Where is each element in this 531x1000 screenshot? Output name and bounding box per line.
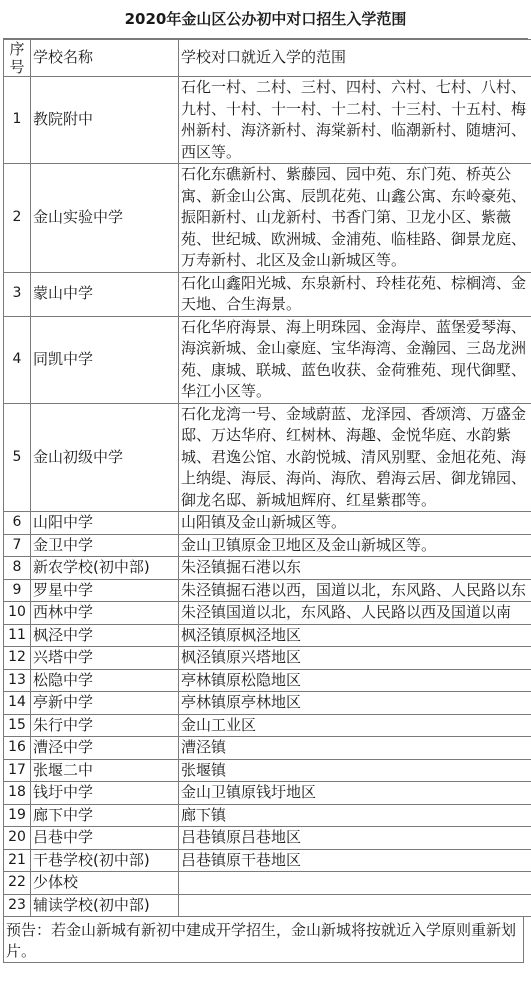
cell-no: 14 <box>4 692 31 715</box>
table-row <box>4 759 531 782</box>
cell-range: 金山卫镇原金卫地区及金山新城区等。 <box>179 534 531 557</box>
cell-no: 8 <box>4 557 31 580</box>
cell-range: 石化山鑫阳光城、东泉新村、玲桂花苑、棕榈湾、金天地、合生海景。 <box>179 272 531 316</box>
cell-range: 金山工业区 <box>179 714 531 737</box>
table-row <box>4 403 531 512</box>
table-row <box>4 557 531 580</box>
cell-no: 3 <box>4 272 31 316</box>
cell-range: 石化龙湾一号、金域蔚蓝、龙泽园、香颂湾、万盛金邸、万达华府、红树林、海趣、金悦华庭、水韵紫城、君逸公馆、水韵悦城、清风别墅、金旭花苑、海上纳缇、海辰、海尚、海欣、碧海云居、御龙锦园、御龙名邸、新城旭辉府、红星紫郡等。 <box>179 403 531 512</box>
cell-no: 9 <box>4 579 31 602</box>
table-row <box>4 579 531 602</box>
cell-school: 金山实验中学 <box>31 164 179 273</box>
table-row <box>4 164 531 273</box>
header-school: 学校名称 <box>31 40 179 77</box>
cell-school: 西林中学 <box>31 602 179 625</box>
cell-school: 钱圩中学 <box>31 782 179 805</box>
cell-no: 20 <box>4 827 31 850</box>
table-row <box>4 804 531 827</box>
header-no: 序号 <box>4 40 31 77</box>
header-range: 学校对口就近入学的范围 <box>179 40 531 77</box>
table-row <box>4 534 531 557</box>
cell-school: 松隐中学 <box>31 669 179 692</box>
footnote: 预告：若金山新城有新初中建成开学招生，金山新城将按就近入学原则重新划片。 <box>3 917 524 963</box>
cell-range: 吕巷镇原干巷地区 <box>179 849 531 872</box>
table-row <box>4 894 531 917</box>
cell-range: 朱泾镇掘石港以东 <box>179 557 531 580</box>
cell-school: 蒙山中学 <box>31 272 179 316</box>
cell-school: 罗星中学 <box>31 579 179 602</box>
cell-no: 4 <box>4 316 31 403</box>
cell-range: 朱泾镇掘石港以西，国道以北，东风路、人民路以东 <box>179 579 531 602</box>
cell-range: 朱泾镇国道以北，东风路、人民路以西及国道以南 <box>179 602 531 625</box>
cell-no: 15 <box>4 714 31 737</box>
cell-no: 11 <box>4 624 31 647</box>
cell-range: 吕巷镇原吕巷地区 <box>179 827 531 850</box>
cell-range: 金山卫镇原钱圩地区 <box>179 782 531 805</box>
cell-range: 张堰镇 <box>179 759 531 782</box>
cell-range: 亭林镇原亭林地区 <box>179 692 531 715</box>
table-row <box>4 737 531 760</box>
cell-school: 漕泾中学 <box>31 737 179 760</box>
cell-school: 少体校 <box>31 872 179 895</box>
table-row <box>4 77 531 164</box>
cell-school: 兴塔中学 <box>31 647 179 670</box>
cell-no: 6 <box>4 512 31 535</box>
cell-no: 5 <box>4 403 31 512</box>
document-title: 2020年金山区公办初中对口招生入学范围 <box>3 0 528 39</box>
cell-school: 干巷学校(初中部) <box>31 849 179 872</box>
table-row <box>4 316 531 403</box>
table-row <box>4 849 531 872</box>
table-row <box>4 512 531 535</box>
cell-no: 22 <box>4 872 31 895</box>
table-row <box>4 782 531 805</box>
table-row <box>4 692 531 715</box>
cell-range: 石化东礁新村、紫藤园、园中苑、东门苑、桥英公寓、新金山公寓、辰凯花苑、山鑫公寓、东岭豪苑、振阳新村、山龙新村、书香门第、卫龙小区、紫薇苑、世纪城、欧洲城、金浦苑、临桂路、御景龙庭、万寿新村、北区及金山新城区等。 <box>179 164 531 273</box>
cell-range: 石化一村、二村、三村、四村、六村、七村、八村、九村、十村、十一村、十二村、十三村、十五村、梅州新村、海济新村、海棠新村、临潮新村、随塘河、西区等。 <box>179 77 531 164</box>
cell-school: 廊下中学 <box>31 804 179 827</box>
table-row <box>4 602 531 625</box>
cell-range <box>179 894 531 917</box>
cell-no: 10 <box>4 602 31 625</box>
cell-school: 辅读学校(初中部) <box>31 894 179 917</box>
cell-school: 吕巷中学 <box>31 827 179 850</box>
cell-range: 廊下镇 <box>179 804 531 827</box>
cell-school: 张堰二中 <box>31 759 179 782</box>
cell-no: 19 <box>4 804 31 827</box>
cell-no: 23 <box>4 894 31 917</box>
table-row <box>4 272 531 316</box>
cell-no: 16 <box>4 737 31 760</box>
cell-range: 山阳镇及金山新城区等。 <box>179 512 531 535</box>
table-row <box>4 714 531 737</box>
cell-no: 7 <box>4 534 31 557</box>
cell-range: 石化华府海景、海上明珠园、金海岸、蓝堡爱琴海、海滨新城、金山豪庭、宝华海湾、金瀚园、三岛龙洲苑、康城、联城、蓝色收获、金荷雅苑、现代御墅、华江小区等。 <box>179 316 531 403</box>
table-row <box>4 624 531 647</box>
cell-no: 12 <box>4 647 31 670</box>
cell-school: 枫泾中学 <box>31 624 179 647</box>
table-row <box>4 647 531 670</box>
cell-range: 漕泾镇 <box>179 737 531 760</box>
cell-school: 朱行中学 <box>31 714 179 737</box>
cell-range <box>179 872 531 895</box>
cell-no: 2 <box>4 164 31 273</box>
cell-range: 枫泾镇原枫泾地区 <box>179 624 531 647</box>
cell-no: 1 <box>4 77 31 164</box>
cell-school: 新农学校(初中部) <box>31 557 179 580</box>
cell-no: 18 <box>4 782 31 805</box>
cell-range: 亭林镇原松隐地区 <box>179 669 531 692</box>
cell-school: 金山初级中学 <box>31 403 179 512</box>
cell-school: 同凯中学 <box>31 316 179 403</box>
table-header-row <box>4 40 531 77</box>
enrollment-table <box>3 39 531 917</box>
cell-school: 亭新中学 <box>31 692 179 715</box>
cell-range: 枫泾镇原兴塔地区 <box>179 647 531 670</box>
cell-school: 金卫中学 <box>31 534 179 557</box>
table-row <box>4 669 531 692</box>
table-body <box>4 77 531 917</box>
cell-no: 17 <box>4 759 31 782</box>
table-row <box>4 827 531 850</box>
cell-no: 13 <box>4 669 31 692</box>
cell-no: 21 <box>4 849 31 872</box>
cell-school: 山阳中学 <box>31 512 179 535</box>
cell-school: 教院附中 <box>31 77 179 164</box>
table-row <box>4 872 531 895</box>
